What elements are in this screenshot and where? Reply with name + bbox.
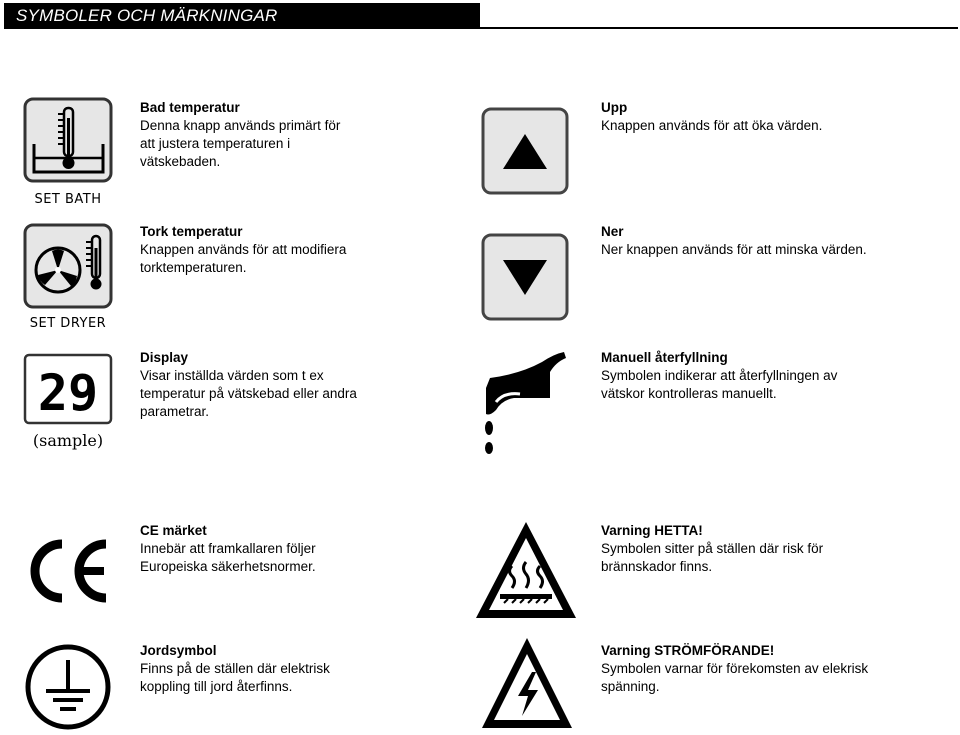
item-desc-line: brännskador finns. [601,559,713,574]
item-varning-stromforande [601,642,868,696]
item-title: Ner [601,224,624,239]
item-desc-line: att justera temperaturen i [140,136,291,151]
item-desc-line: parametrar. [140,404,210,419]
item-desc-line: Knappen används för att öka värden. [601,118,823,133]
item-title: CE märket [140,523,207,538]
item-title: Upp [601,100,628,115]
hot-surface-warning-icon [472,518,580,622]
set-dryer-icon [22,222,114,332]
page-title: SYMBOLER OCH MÄRKNINGAR [16,6,278,25]
item-desc-line: vätskor kontrolleras manuellt. [601,386,777,401]
item-desc-line: torktemperaturen. [140,260,247,275]
item-ner [601,223,867,259]
item-ce-market [140,522,316,576]
item-desc-line: Knappen används för att modifiera [140,242,347,257]
item-title: Display [140,350,189,365]
item-desc-line: vätskebaden. [140,154,221,169]
item-desc-line: Symbolen sitter på ställen där risk för [601,541,824,556]
item-title: Varning HETTA! [601,523,703,538]
item-tork-temperatur [140,223,346,277]
header-rule [480,27,958,29]
display-value: 29 [37,364,99,422]
item-title: Varning STRÖMFÖRANDE! [601,643,775,658]
ground-symbol-icon [22,642,114,732]
item-desc-line: koppling till jord återfinns. [140,679,293,694]
ce-mark-icon [22,538,114,604]
item-jordsymbol [140,642,330,696]
item-upp [601,99,822,135]
item-title: Jordsymbol [140,643,217,658]
item-bad-temperatur [140,99,340,171]
item-desc-line: Visar inställda värden som t ex [140,368,324,383]
item-title: Bad temperatur [140,100,240,115]
item-desc-line: temperatur på vätskebad eller andra [140,386,357,401]
item-title: Tork temperatur [140,224,243,239]
item-desc-line: Symbolen varnar för förekomsten av elekrisk [601,661,869,676]
item-desc-line: Symbolen indikerar att återfyllningen av [601,368,838,383]
item-manuell-aterfyllning [601,349,837,403]
item-title: Manuell återfyllning [601,350,728,365]
set-dryer-label: SET DRYER [29,316,107,331]
item-desc-line: Denna knapp används primärt för [140,118,341,133]
set-bath-label: SET BATH [34,192,102,207]
up-arrow-icon [480,106,570,196]
down-arrow-icon [480,232,570,322]
electrical-hazard-warning-icon [478,634,576,732]
display-sample-label: (sample) [32,431,104,450]
item-desc-line: Finns på de ställen där elektrisk [140,661,330,676]
set-bath-icon [22,96,114,208]
item-display [140,349,357,421]
item-desc-line: Ner knappen används för att minska värden. [601,242,867,257]
display-icon [22,352,114,452]
manual-refill-icon [480,348,572,456]
page-header [4,3,480,29]
item-varning-hetta [601,522,823,576]
item-desc-line: spänning. [601,679,660,694]
item-desc-line: Europeiska säkerhetsnormer. [140,559,316,574]
item-desc-line: Innebär att framkallaren följer [140,541,316,556]
